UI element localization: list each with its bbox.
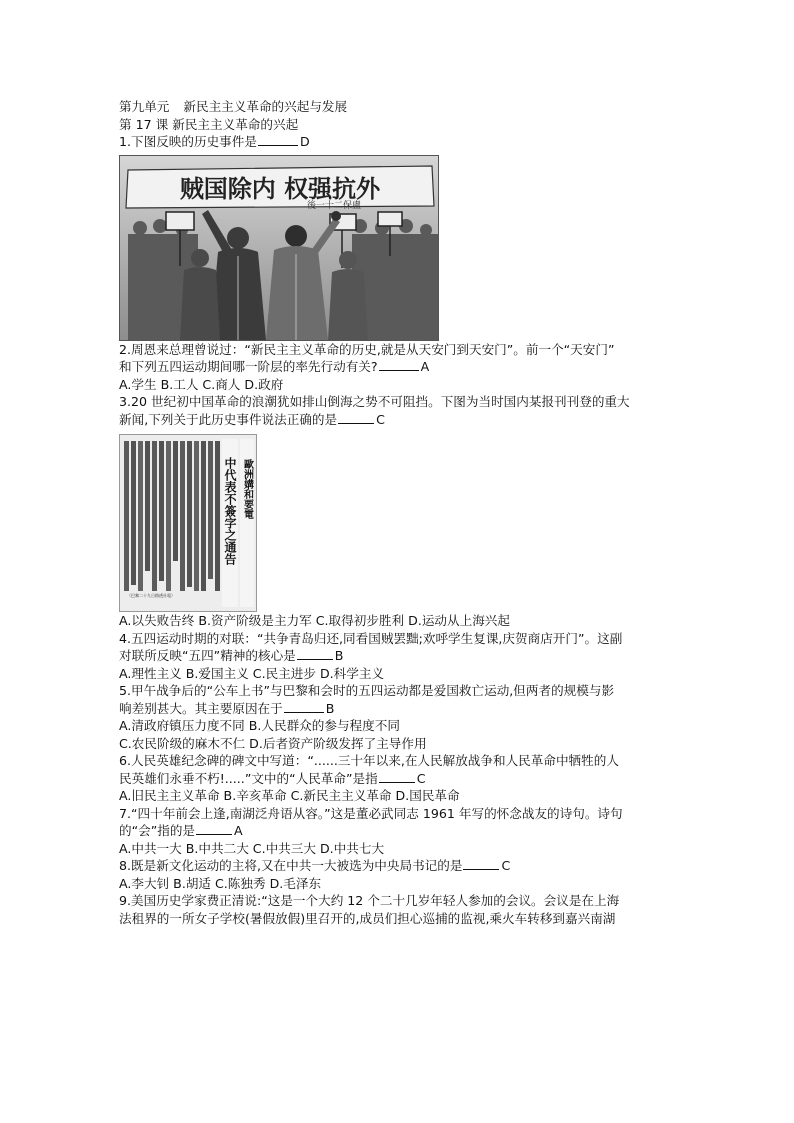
question-2-line-1: 2.周恩来总理曾说过：“新民主主义革命的历史,就是从天安门到天安门”。前一个“天安门” bbox=[119, 341, 615, 357]
question-5-options-2: C.农民阶级的麻木不仁 D.后者资产阶级发挥了主导作用 bbox=[119, 735, 427, 751]
question-5-options-1: A.清政府镇压力度不同 B.人民群众的参与程度不同 bbox=[119, 718, 400, 733]
question-3-options: A.以失败告终 B.资产阶级是主力军 C.取得初步胜利 D.运动从上海兴起 bbox=[119, 613, 510, 628]
question-5-line-1: 5.甲午战争后的“公车上书”与巴黎和会时的五四运动都是爱国救亡运动,但两者的规模与影 bbox=[119, 683, 615, 698]
question-6-line-2 bbox=[119, 770, 675, 788]
protest-photo bbox=[119, 155, 439, 341]
banner-subtext: 後一十二保盧 bbox=[306, 200, 362, 211]
question-2-line-2 bbox=[119, 358, 675, 376]
newspaper-illustration bbox=[120, 435, 256, 611]
answer-blank bbox=[284, 700, 324, 713]
newspaper-footer: （巴黎二十九日路透社電） bbox=[127, 593, 175, 598]
q6-stem: 民英雄们永垂不朽!.....”文中的“人民革命”是指 bbox=[119, 770, 378, 786]
answer-blank bbox=[379, 358, 419, 371]
q3-stem: 新闻,下列关于此历史事件说法正确的是 bbox=[119, 411, 338, 427]
q5-stem: 响差别甚大。其主要原因在于 bbox=[119, 700, 283, 716]
q2-answer: A bbox=[420, 359, 430, 374]
question-4-line-1: 4.五四运动时期的对联：“共争青岛归还,同看国贼罢黜;欢呼学生复课,庆贺商店开门”。这副 bbox=[119, 630, 623, 646]
answer-blank bbox=[297, 647, 333, 660]
question-1 bbox=[119, 133, 675, 151]
answer-blank bbox=[463, 857, 499, 870]
q8-answer: C bbox=[501, 858, 511, 873]
question-4-line-2 bbox=[119, 647, 675, 665]
q8-stem: 8.既是新文化运动的主将,又在中共一大被选为中央局书记的是 bbox=[119, 858, 463, 873]
q3-answer: C bbox=[376, 411, 385, 427]
answer-blank bbox=[338, 411, 374, 424]
answer-blank bbox=[196, 822, 232, 835]
q4-answer: B bbox=[334, 648, 344, 663]
q5-answer: B bbox=[325, 700, 335, 716]
answer-blank bbox=[379, 770, 415, 783]
answer-blank bbox=[258, 133, 298, 146]
lesson-title: 第 17 课 新民主主义革命的兴起 bbox=[119, 116, 299, 132]
question-9-line-2: 法租界的一所女子学校(暑假放假)里召开的,成员们担心巡捕的监视,乘火车转移到嘉兴南湖 bbox=[119, 910, 616, 926]
question-6-options: A.旧民主主义革命 B.辛亥革命 C.新民主主义革命 D.国民革命 bbox=[119, 788, 460, 803]
question-2-options: A.学生 B.工人 C.商人 D.政府 bbox=[119, 376, 284, 392]
question-9-line-1: 9.美国历史学家费正清说:“这是一个大约 12 个二十几岁年轻人参加的会议。会议是在上海 bbox=[119, 893, 620, 908]
protest-illustration bbox=[120, 156, 438, 340]
question-3-line-2 bbox=[119, 411, 675, 429]
question-7-line-1: 7.“四十年前会上逢,南湖泛舟语从容。”这是董必武同志 1961 年写的怀念战友的诗句。诗句 bbox=[119, 805, 623, 821]
q7-answer: A bbox=[234, 823, 243, 838]
q1-stem: 1.下图反映的历史事件是 bbox=[119, 134, 257, 149]
q4-stem: 对联所反映“五四”精神的核心是 bbox=[119, 648, 296, 663]
unit-title: 第九单元 bbox=[119, 99, 170, 114]
q6-answer: C bbox=[416, 770, 426, 786]
question-8-options: A.李大钊 B.胡适 C.陈独秀 D.毛泽东 bbox=[119, 875, 322, 891]
newspaper-clipping bbox=[119, 434, 257, 612]
newspaper-headline: 中代表不簽字之通告 bbox=[223, 457, 237, 565]
question-4-options: A.理性主义 B.爱国主义 C.民主进步 D.科学主义 bbox=[119, 665, 385, 681]
q2-stem: 和下列五四运动期间哪一阶层的率先行动有关? bbox=[119, 359, 378, 374]
unit-heading bbox=[119, 98, 675, 116]
question-5-line-2 bbox=[119, 700, 675, 718]
question-8-line-1 bbox=[119, 857, 675, 875]
question-6-line-1: 6.人民英雄纪念碑的碑文中写道：“......三十年以来,在人民解放战争和人民革命中牺牲的人 bbox=[119, 753, 619, 768]
question-3-line-1: 3.20 世纪初中国革命的浪潮犹如排山倒海之势不可阻挡。下图为当时国内某报刊刊登的重大 bbox=[119, 394, 630, 409]
question-7-options: A.中共一大 B.中共二大 C.中共三大 D.中共七大 bbox=[119, 840, 385, 856]
banner-text: 贼国除内 权强抗外 bbox=[179, 173, 381, 203]
q1-answer: D bbox=[299, 134, 310, 149]
q7-stem: 的“会”指的是 bbox=[119, 823, 196, 838]
newspaper-header: 歐洲媾和要電 bbox=[241, 459, 253, 519]
unit-subtitle: 新民主主义革命的兴起与发展 bbox=[183, 99, 348, 114]
document-page bbox=[119, 98, 675, 927]
question-7-line-2 bbox=[119, 822, 675, 840]
